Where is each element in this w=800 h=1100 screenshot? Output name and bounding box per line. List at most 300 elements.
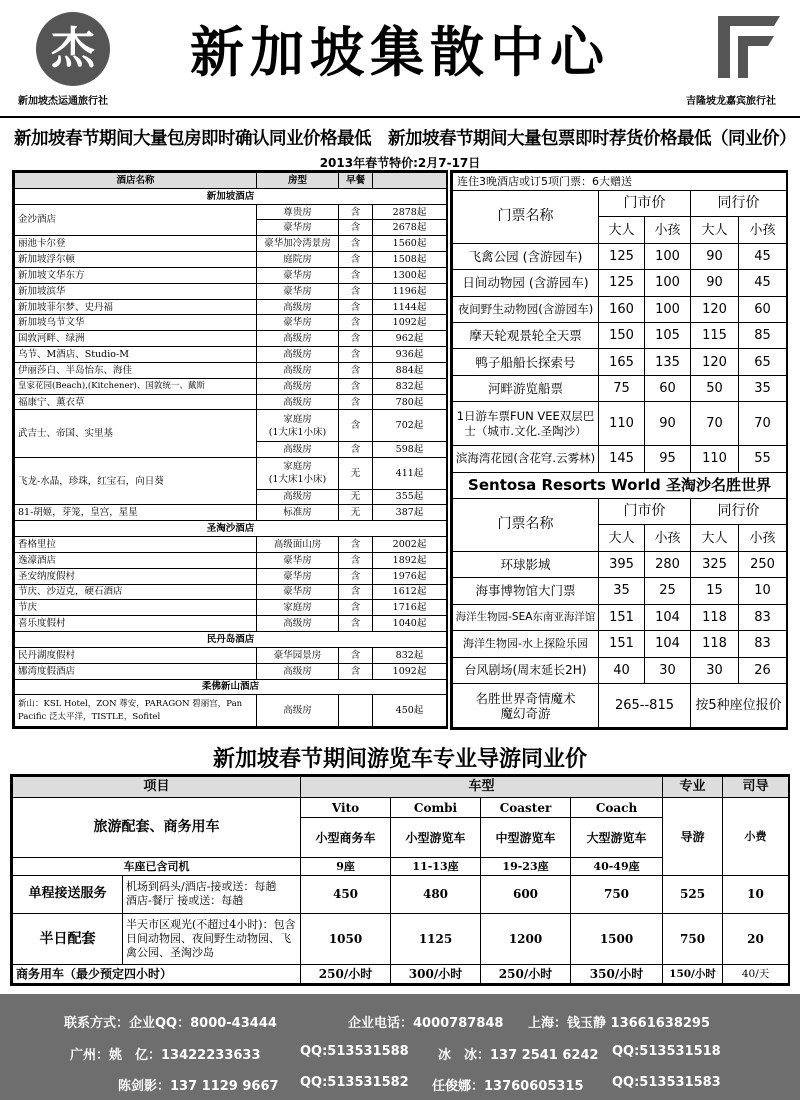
- table-cell: 含: [339, 584, 373, 600]
- table-cell: 1196起: [373, 283, 447, 299]
- col-room-type: 房型: [257, 173, 339, 189]
- table-cell: 新加坡乌节文华: [15, 315, 257, 331]
- table-cell: 135: [645, 349, 691, 375]
- table-cell: 豪华房: [257, 267, 339, 283]
- table-cell: 含: [339, 299, 373, 315]
- table-cell: 11-13座: [391, 857, 481, 876]
- table-row: [453, 657, 787, 684]
- resorts-world-title: Sentosa Resorts World 圣淘沙名胜世界: [453, 472, 787, 498]
- table-row: [453, 296, 787, 322]
- table-cell: 83: [739, 631, 787, 657]
- table-cell: 25: [645, 578, 691, 604]
- table-cell: 9座: [301, 857, 391, 876]
- table-cell: 日间动物园 (含游园车): [453, 270, 599, 296]
- table-cell: 81-胡姬，芽笼，皇宫，星星: [15, 505, 257, 521]
- table-row: [15, 252, 447, 268]
- table-cell: 标准房: [257, 505, 339, 521]
- table-row: [15, 315, 447, 331]
- table-cell: 含: [339, 394, 373, 410]
- table-cell: 30: [691, 657, 739, 684]
- table-cell: 小费: [723, 797, 789, 876]
- table-cell: 高级房: [257, 616, 339, 632]
- table-cell: 1500: [571, 913, 663, 965]
- agency-logo-right-icon: [712, 10, 786, 84]
- table-cell: 100: [645, 243, 691, 269]
- contact-footer: 联系方式：企业QQ：8000-43444 企业电话：4000787848 上海：钱玉静 13661638295 广州：姚 亿：13422233633 QQ:513531588 冰 冰：137 2541 6242 QQ:513531518 陈剑影：137 1129 9667 QQ:513531582 任俊娜：13760605315 QQ:513531583: [0, 994, 800, 1100]
- table-row: [15, 378, 447, 394]
- table-cell: 豪华园景房: [257, 647, 339, 663]
- table-row: [453, 349, 787, 375]
- table-row: [15, 552, 447, 568]
- table-cell: 118: [691, 604, 739, 630]
- table-cell: 325: [691, 551, 739, 577]
- table-cell: 门票名称: [453, 499, 599, 552]
- table-cell: 高级房: [257, 347, 339, 363]
- table-cell: 含: [339, 647, 373, 663]
- table-cell: 118: [691, 631, 739, 657]
- table-cell: 高级房: [257, 489, 339, 505]
- table-cell: 鸭子船船长探索号: [453, 349, 599, 375]
- table-cell: 75: [599, 375, 645, 401]
- table-cell: 35: [739, 375, 787, 401]
- table-cell: 411起: [373, 457, 447, 489]
- table-cell: 104: [645, 631, 691, 657]
- table-cell: 海事博物馆大门票: [453, 578, 599, 604]
- table-cell: 2878起: [373, 204, 447, 220]
- table-cell: 1050: [301, 913, 391, 965]
- table-cell: 按5种座位报价: [691, 684, 787, 728]
- col-driver: 司导: [723, 777, 789, 798]
- table-cell: 60: [645, 375, 691, 401]
- table-cell: 1092起: [373, 663, 447, 679]
- table-cell: 125: [599, 243, 645, 269]
- col-trade-price: 同行价: [691, 191, 787, 217]
- table-cell: 150/小时: [663, 965, 723, 984]
- table-cell: 151: [599, 631, 645, 657]
- section-bintan: 民丹岛酒店: [15, 632, 447, 648]
- table-cell: 60: [739, 296, 787, 322]
- hotel-price-table: [12, 170, 448, 729]
- table-cell: 110: [691, 446, 739, 472]
- agency-logo-left: 杰: [36, 12, 110, 86]
- cell-text-line: 家庭房: [283, 461, 312, 473]
- table-cell: 飞龙-水晶，珍珠，红宝石，向日葵: [15, 457, 257, 504]
- table-cell: 含: [339, 220, 373, 236]
- col-hotel-name: 酒店名称: [15, 173, 257, 189]
- table-cell: 250/小时: [301, 965, 391, 984]
- table-cell: 单程接送服务: [13, 876, 123, 913]
- table-cell: 120: [691, 349, 739, 375]
- table-row: [453, 243, 787, 269]
- table-row: [15, 584, 447, 600]
- table-cell: 90: [691, 270, 739, 296]
- header: [0, 0, 800, 118]
- cell-text-line: Pacific 泛太平洋，TISTLE，Sofitel: [18, 711, 161, 722]
- table-cell: 70: [739, 402, 787, 446]
- table-cell: 832起: [373, 378, 447, 394]
- agency-name-left: 新加坡杰运通旅行社: [18, 96, 108, 107]
- table-cell: 娜湾度假酒店: [15, 663, 257, 679]
- table-cell: 250: [739, 551, 787, 577]
- col-breakfast: 早餐: [339, 173, 373, 189]
- table-cell: 香格里拉: [15, 537, 257, 553]
- table-cell: 120: [691, 296, 739, 322]
- col-adult: 大人: [599, 217, 645, 243]
- table-cell: 70: [691, 402, 739, 446]
- col-child: 小孩: [645, 217, 691, 243]
- table-row: [15, 537, 447, 553]
- ticket-price-table: [450, 170, 788, 730]
- table-cell: Vito: [301, 797, 391, 818]
- table-cell: 19-23座: [481, 857, 571, 876]
- table-cell: 832起: [373, 647, 447, 663]
- table-row: [13, 876, 789, 913]
- table-cell: 高级房: [257, 362, 339, 378]
- table-cell: 387起: [373, 505, 447, 521]
- col-gate-price: 门市价: [599, 191, 691, 217]
- table-cell: 26: [739, 657, 787, 684]
- table-cell: 民丹湖度假村: [15, 647, 257, 663]
- table-cell: 104: [645, 604, 691, 630]
- table-row: [13, 913, 789, 965]
- table-cell: 1976起: [373, 568, 447, 584]
- section-sentosa: 圣淘沙酒店: [15, 521, 447, 537]
- table-cell: 280: [645, 551, 691, 577]
- table-cell: 85: [739, 323, 787, 349]
- table-cell: 尊贵房: [257, 204, 339, 220]
- table-row: [15, 267, 447, 283]
- agency-name-right: 吉隆坡龙嘉宾旅行社: [686, 96, 776, 107]
- table-cell: 45: [739, 243, 787, 269]
- table-row: [15, 236, 447, 252]
- table-cell: 480: [391, 876, 481, 913]
- table-cell: 165: [599, 349, 645, 375]
- table-cell: 豪华房: [257, 220, 339, 236]
- table-cell: 豪华房: [257, 283, 339, 299]
- table-cell: 45: [739, 270, 787, 296]
- table-cell: 国敦河畔、绿洲: [15, 331, 257, 347]
- table-cell: 20: [723, 913, 789, 965]
- table-cell: 750: [663, 913, 723, 965]
- cell-text-line: 名胜世界奇情魔术: [475, 690, 576, 706]
- table-cell: 含: [339, 616, 373, 632]
- table-cell: 1200: [481, 913, 571, 965]
- table-cell: 豪华房: [257, 552, 339, 568]
- cell-text-line: (1大床1小床): [268, 474, 327, 486]
- table-cell: 节庆、沙迈克，硬石酒店: [15, 584, 257, 600]
- table-cell: 355起: [373, 489, 447, 505]
- table-cell: 750: [571, 876, 663, 913]
- table-cell: 新加坡浮尔顿: [15, 252, 257, 268]
- table-cell: 151: [599, 604, 645, 630]
- use-label: 旅游配套、商务用车: [13, 797, 301, 857]
- table-cell: 90: [645, 402, 691, 446]
- page-title: 新加坡集散中心: [190, 21, 610, 84]
- table-cell: 节庆: [15, 600, 257, 616]
- table-cell: 780起: [373, 394, 447, 410]
- table-row: [15, 663, 447, 679]
- table-row: [453, 402, 787, 446]
- table-row: [453, 631, 787, 657]
- table-cell: 小型商务车: [301, 818, 391, 857]
- table-cell: 884起: [373, 362, 447, 378]
- table-cell: 高级房: [257, 331, 339, 347]
- table-cell: 海洋生物园-水上探险乐园: [453, 631, 599, 657]
- table-cell-empty: [453, 684, 599, 728]
- table-cell: 1125: [391, 913, 481, 965]
- table-cell: 中型游览车: [481, 818, 571, 857]
- table-cell: 125: [599, 270, 645, 296]
- table-cell: Combi: [391, 797, 481, 818]
- table-cell: 夜间野生动物园(含游园车): [453, 296, 599, 322]
- table-row: [15, 457, 447, 489]
- table-cell: 40-49座: [571, 857, 663, 876]
- table-cell: 无: [339, 457, 373, 489]
- table-cell: 豪华加冷湾景房: [257, 236, 339, 252]
- table-cell: 1716起: [373, 600, 447, 616]
- table-row: [13, 965, 789, 984]
- special-price-period: 2013年春节特价:2月7-17日: [319, 156, 481, 170]
- cell-text-line: 新山：KSL Hotel，ZON 尊安，PARAGON 碧丽宫，Pan: [18, 698, 243, 709]
- table-cell-empty: [257, 410, 339, 442]
- table-cell: 含: [339, 347, 373, 363]
- table-row: [15, 283, 447, 299]
- table-cell: Coach: [571, 797, 663, 818]
- table-cell: Coaster: [481, 797, 571, 818]
- table-cell: 1日游车票FUN VEE双层巴士（城市.文化.圣陶沙）: [453, 402, 599, 446]
- table-cell: 武吉士、帝国、实里基: [15, 410, 257, 457]
- promo-banner: 新加坡春节期间大量包房即时确认同业价格最低 新加坡春节期间大量包票即时荐货价格最低（同业价）: [14, 129, 796, 149]
- table-cell: 新加坡菲尔梦、史丹福: [15, 299, 257, 315]
- table-cell: 无: [339, 505, 373, 521]
- table-row: [453, 323, 787, 349]
- table-row: [453, 375, 787, 401]
- table-cell: 含: [339, 315, 373, 331]
- table-cell: 新加坡文华东方: [15, 267, 257, 283]
- table-cell: 含: [339, 204, 373, 220]
- table-cell: 100: [645, 270, 691, 296]
- table-cell: 含: [339, 663, 373, 679]
- table-cell: 门市价: [599, 499, 691, 525]
- table-cell: 65: [739, 349, 787, 375]
- table-cell: 265--815: [599, 684, 691, 728]
- table-cell: 1892起: [373, 552, 447, 568]
- table-cell: 含: [339, 283, 373, 299]
- cell-text-line: 魔幻奇游: [500, 705, 551, 721]
- table-cell: 乌节、M酒店、Studio-M: [15, 347, 257, 363]
- table-cell: 含: [339, 378, 373, 394]
- table-cell: 豪华房: [257, 315, 339, 331]
- table-cell: 摩天轮观景轮全天票: [453, 323, 599, 349]
- table-cell: 导游: [663, 797, 723, 876]
- table-cell: 350/小时: [571, 965, 663, 984]
- table-cell: 喜乐度假村: [15, 616, 257, 632]
- table-cell: 2678起: [373, 220, 447, 236]
- table-cell: 1144起: [373, 299, 447, 315]
- tour-section-title: 新加坡春节期间游览车专业导游同业价: [212, 747, 587, 772]
- table-cell: 含: [339, 537, 373, 553]
- table-cell: 600: [481, 876, 571, 913]
- table-cell: 35: [599, 578, 645, 604]
- table-row: [453, 446, 787, 472]
- table-cell: 145: [599, 446, 645, 472]
- table-cell: 1040起: [373, 616, 447, 632]
- table-cell: 高级房: [257, 695, 339, 727]
- table-cell: 10: [739, 578, 787, 604]
- table-cell: 250/小时: [481, 965, 571, 984]
- table-cell: 40: [599, 657, 645, 684]
- table-row: [453, 684, 787, 728]
- table-cell: 55: [739, 446, 787, 472]
- table-cell: 含: [339, 600, 373, 616]
- col-adult: 大人: [691, 217, 739, 243]
- table-cell: 半日配套: [13, 913, 123, 965]
- table-cell: 1300起: [373, 267, 447, 283]
- cell-text-line: 家庭房: [283, 413, 312, 425]
- contact-phone: 企业电话：4000787848: [348, 1016, 504, 1031]
- table-cell: 1560起: [373, 236, 447, 252]
- table-cell: 海洋生物园-SEA东南亚海洋馆: [453, 604, 599, 630]
- table-cell: 含: [339, 410, 373, 442]
- table-cell: 15: [691, 578, 739, 604]
- table-cell: 598起: [373, 442, 447, 458]
- table-row: [15, 568, 447, 584]
- cell-text-line: (1大床1小床): [268, 426, 327, 438]
- table-cell: 含: [339, 252, 373, 268]
- table-cell: 商务用车（最少预定四小时）: [13, 965, 301, 984]
- table-cell: 含: [339, 267, 373, 283]
- table-cell: 车座已含司机: [13, 857, 301, 876]
- table-cell: 936起: [373, 347, 447, 363]
- table-cell: 10: [723, 876, 789, 913]
- table-row: [15, 695, 447, 727]
- table-cell: 河畔游览船票: [453, 375, 599, 401]
- cell-text-line: 酒店-餐厅 接或送：每趟: [126, 894, 244, 908]
- table-cell: 圣安纳度假村: [15, 568, 257, 584]
- table-cell: 395: [599, 551, 645, 577]
- table-cell: 300/小时: [391, 965, 481, 984]
- table-cell: 1092起: [373, 315, 447, 331]
- table-cell: 高级房: [257, 663, 339, 679]
- table-cell: 150: [599, 323, 645, 349]
- contact-qq: 联系方式：企业QQ：8000-43444: [64, 1016, 277, 1031]
- table-cell: 95: [645, 446, 691, 472]
- table-cell: 丽池卡尔登: [15, 236, 257, 252]
- table-row: [15, 647, 447, 663]
- table-cell: 含: [339, 568, 373, 584]
- table-cell: 飞禽公园 (含游园车): [453, 243, 599, 269]
- table-cell: 伊丽莎白、半岛怡东、海佳: [15, 362, 257, 378]
- table-cell: 豪华房: [257, 584, 339, 600]
- col-child: 小孩: [739, 217, 787, 243]
- table-row: [15, 505, 447, 521]
- table-cell: 702起: [373, 410, 447, 442]
- table-row: [15, 331, 447, 347]
- table-cell: 豪华房: [257, 568, 339, 584]
- table-cell-empty: [257, 457, 339, 489]
- table-cell: 福康宁、薰衣草: [15, 394, 257, 410]
- table-cell: 小型游览车: [391, 818, 481, 857]
- table-cell: 含: [339, 362, 373, 378]
- table-row: [453, 578, 787, 604]
- table-cell: 含: [339, 442, 373, 458]
- tour-price-table: [10, 774, 790, 986]
- table-cell: 大人: [691, 525, 739, 551]
- table-row: [15, 204, 447, 220]
- table-cell: 皇家花园(Beach),(Kitchener)、国敦统一、戴斯: [15, 378, 257, 394]
- table-cell: 家庭房: [257, 600, 339, 616]
- table-cell: 962起: [373, 331, 447, 347]
- table-row: [453, 270, 787, 296]
- table-cell: 450起: [373, 695, 447, 727]
- table-cell-empty: [15, 695, 257, 727]
- table-cell: 滨海湾花园(含花穹.云雾林): [453, 446, 599, 472]
- table-cell: 450: [301, 876, 391, 913]
- table-cell-empty: [339, 695, 373, 727]
- table-cell: 110: [599, 402, 645, 446]
- contact-shanghai: 上海：钱玉静 13661638295: [528, 1016, 711, 1031]
- contact-guangzhou: 广州：姚 亿：13422233633: [70, 1048, 261, 1063]
- table-row: [15, 394, 447, 410]
- table-cell: 小孩: [645, 525, 691, 551]
- table-cell: 半天市区观光(不超过4小时)：包含日间动物园、夜间野生动物园、飞禽公园、圣淘沙岛: [123, 913, 301, 965]
- col-pro: 专业: [663, 777, 723, 798]
- table-row: [453, 551, 787, 577]
- table-cell: 高级房: [257, 394, 339, 410]
- table-cell: 50: [691, 375, 739, 401]
- table-cell: 90: [691, 243, 739, 269]
- col-item: 项目: [13, 777, 301, 798]
- table-cell: 高级房: [257, 299, 339, 315]
- table-row: [15, 600, 447, 616]
- table-cell: 1508起: [373, 252, 447, 268]
- table-row: [15, 299, 447, 315]
- table-row: [15, 410, 447, 442]
- table-cell: 含: [339, 552, 373, 568]
- table-row: [15, 362, 447, 378]
- col-car-type: 车型: [301, 777, 663, 798]
- table-row: [15, 347, 447, 363]
- table-cell: 小孩: [739, 525, 787, 551]
- table-cell: 83: [739, 604, 787, 630]
- table-cell: 无: [339, 489, 373, 505]
- table-cell: 高级面山房: [257, 537, 339, 553]
- table-cell: 高级房: [257, 442, 339, 458]
- table-cell: 含: [339, 331, 373, 347]
- promo-note: 连住3晚酒店或订5项门票：6大赠送: [453, 173, 787, 191]
- table-cell: 大型游览车: [571, 818, 663, 857]
- table-cell: 同行价: [691, 499, 787, 525]
- col-price: [373, 173, 447, 189]
- table-cell: 525: [663, 876, 723, 913]
- table-cell: 2002起: [373, 537, 447, 553]
- table-cell: 环球影城: [453, 551, 599, 577]
- table-row: [453, 604, 787, 630]
- table-cell: 40/天: [723, 965, 789, 984]
- table-cell: 逸濠酒店: [15, 552, 257, 568]
- table-cell: 30: [645, 657, 691, 684]
- section-johor: 柔佛新山酒店: [15, 679, 447, 695]
- cell-text-line: 机场到码头/酒店-接或送：每趟: [126, 880, 277, 894]
- table-cell-empty: [123, 876, 301, 913]
- table-row: [15, 616, 447, 632]
- table-cell: 1612起: [373, 584, 447, 600]
- table-cell: 105: [645, 323, 691, 349]
- table-cell: 100: [645, 296, 691, 322]
- table-cell: 庭院房: [257, 252, 339, 268]
- table-cell: 160: [599, 296, 645, 322]
- table-cell: 台风剧场(周末延长2H): [453, 657, 599, 684]
